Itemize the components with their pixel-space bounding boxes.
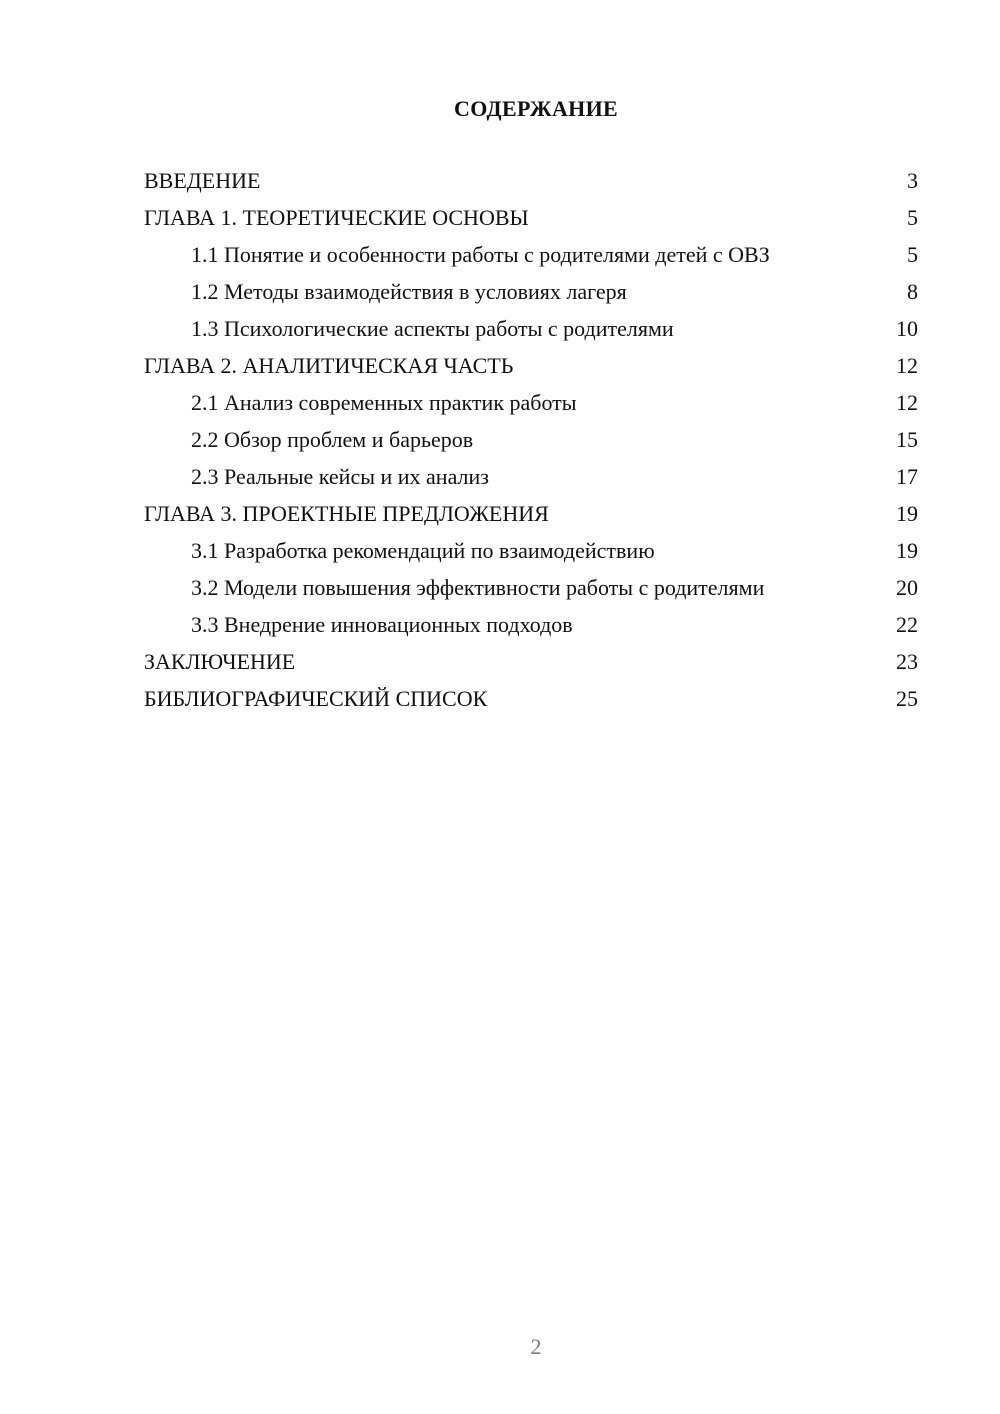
toc-entry-title: ГЛАВА 2. АНАЛИТИЧЕСКАЯ ЧАСТЬ [144, 353, 514, 378]
toc-entry-title: ВВЕДЕНИЕ [144, 168, 261, 193]
toc-entry-page: 19 [896, 538, 918, 563]
toc-entry-page: 5 [907, 242, 918, 267]
toc-entry[interactable] [144, 168, 918, 194]
toc-subentry[interactable] [144, 464, 918, 490]
toc-entry-page: 12 [896, 390, 918, 415]
toc-subentry[interactable] [144, 575, 918, 601]
toc-entry-page: 15 [896, 427, 918, 452]
toc-entry[interactable] [144, 353, 918, 379]
toc-entry-page: 23 [896, 649, 918, 674]
toc-entry-page: 19 [896, 501, 918, 526]
toc-entry-title: 3.2 Модели повышения эффективности работы с родителями [191, 575, 765, 600]
page-title: СОДЕРЖАНИЕ [454, 96, 618, 121]
toc-entry-title: 1.3 Психологические аспекты работы с родителями [191, 316, 674, 341]
toc-entry-page: 5 [907, 205, 918, 230]
toc-entry-title: ГЛАВА 3. ПРОЕКТНЫЕ ПРЕДЛОЖЕНИЯ [144, 501, 549, 526]
toc-subentry[interactable] [144, 316, 918, 342]
toc-entry-title: 1.2 Методы взаимодействия в условиях лагеря [191, 279, 627, 304]
toc-entry[interactable] [144, 649, 918, 675]
toc-subentry[interactable] [144, 612, 918, 638]
toc-entry-page: 25 [896, 686, 918, 711]
toc-entry-title: 2.2 Обзор проблем и барьеров [191, 427, 474, 452]
toc-subentry[interactable] [144, 427, 918, 453]
toc-entry[interactable] [144, 501, 918, 527]
toc-entry-page: 3 [907, 168, 918, 193]
page-number: 2 [530, 1334, 542, 1359]
toc-entry-page: 22 [896, 612, 918, 637]
toc-entry-title: 2.1 Анализ современных практик работы [191, 390, 577, 415]
toc-entry-page: 20 [896, 575, 918, 600]
toc-entry-title: 1.1 Понятие и особенности работы с родителями детей с ОВЗ [191, 242, 770, 267]
toc-entry-page: 12 [896, 353, 918, 378]
toc-entry-title: БИБЛИОГРАФИЧЕСКИЙ СПИСОК [144, 686, 488, 711]
toc-subentry[interactable] [144, 242, 918, 268]
toc-entry-page: 8 [907, 279, 918, 304]
table-of-contents [144, 168, 918, 723]
toc-subentry[interactable] [144, 279, 918, 305]
toc-subentry[interactable] [144, 538, 918, 564]
toc-entry-page: 10 [896, 316, 918, 341]
toc-entry-title: 3.3 Внедрение инновационных подходов [191, 612, 573, 637]
toc-entry[interactable] [144, 205, 918, 231]
toc-entry[interactable] [144, 686, 918, 712]
toc-entry-title: 2.3 Реальные кейсы и их анализ [191, 464, 489, 489]
toc-entry-page: 17 [896, 464, 918, 489]
toc-entry-title: ЗАКЛЮЧЕНИЕ [144, 649, 296, 674]
toc-entry-title: 3.1 Разработка рекомендаций по взаимодействию [191, 538, 655, 563]
toc-subentry[interactable] [144, 390, 918, 416]
toc-entry-title: ГЛАВА 1. ТЕОРЕТИЧЕСКИЕ ОСНОВЫ [144, 205, 529, 230]
